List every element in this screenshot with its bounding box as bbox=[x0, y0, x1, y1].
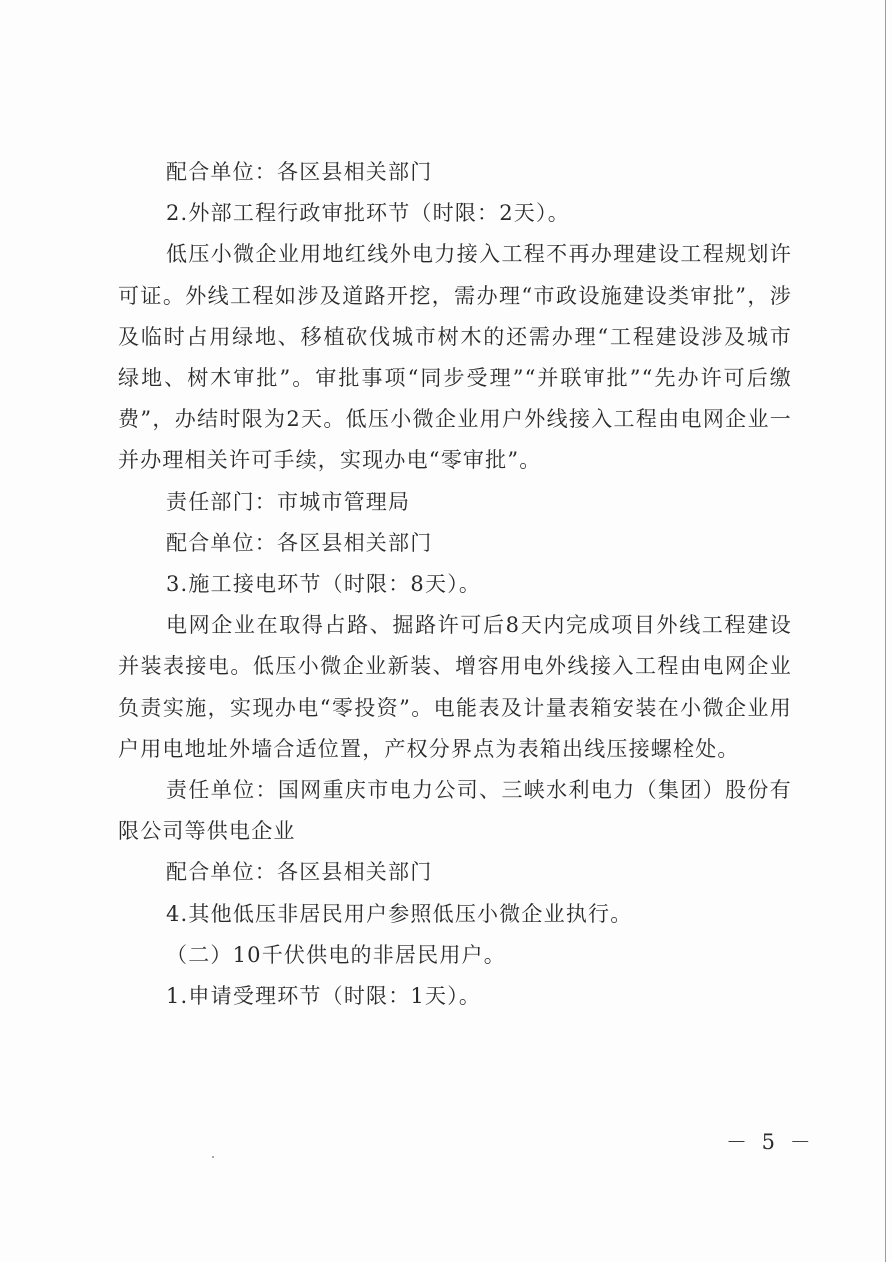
section-heading-application: 1.申请受理环节（时限：1天）。 bbox=[166, 984, 482, 1009]
scan-speck bbox=[212, 1156, 214, 1158]
section-heading-construction: 3.施工接电环节（时限：8天）。 bbox=[166, 572, 482, 597]
responsible-unit: 责任单位：国网重庆市电力公司、三峡水利电力（集团）股份有限公司等供电企业 bbox=[118, 778, 792, 844]
section-heading-10kv: （二）10千伏供电的非居民用户。 bbox=[166, 942, 506, 967]
external-approval-paragraph: 低压小微企业用地红线外电力接入工程不再办理建设工程规划许可证。外线工程如涉及道路开挖，需办理“市政设施建设类审批”，涉及临时占用绿地、移植砍伐城市树木的还需办理“工程建设涉及城市绿地、树木审批”。审批事项“同步受理”“并联审批”“先办许可后缴费”，办结时限为2天。低压小微企业用户外线接入工程由电网企业一并办理相关许可手续，实现办电“零审批”。 bbox=[118, 242, 792, 473]
section-heading-other-users: 4.其他低压非居民用户参照低压小微企业执行。 bbox=[166, 901, 633, 926]
page-number: － 5 － bbox=[726, 1130, 815, 1154]
document-body bbox=[118, 152, 792, 1017]
cooperating-unit-2: 配合单位：各区县相关部门 bbox=[166, 530, 433, 555]
cooperating-unit-1: 配合单位：各区县相关部门 bbox=[166, 160, 433, 184]
cooperating-unit-3: 配合单位：各区县相关部门 bbox=[166, 860, 433, 885]
construction-paragraph: 电网企业在取得占路、掘路许可后8天内完成项目外线工程建设并装表接电。低压小微企业新装、增容用电外线接入工程由电网企业负责实施，实现办电“零投资”。电能表及计量表箱安装在小微企业用户用电地址外墙合适位置，产权分界点为表箱出线压接螺栓处。 bbox=[118, 613, 792, 761]
section-heading-external-approval: 2.外部工程行政审批环节（时限：2天）。 bbox=[166, 201, 570, 226]
responsible-department: 责任部门：市城市管理局 bbox=[166, 489, 411, 514]
scan-edge-line bbox=[885, 0, 886, 1262]
